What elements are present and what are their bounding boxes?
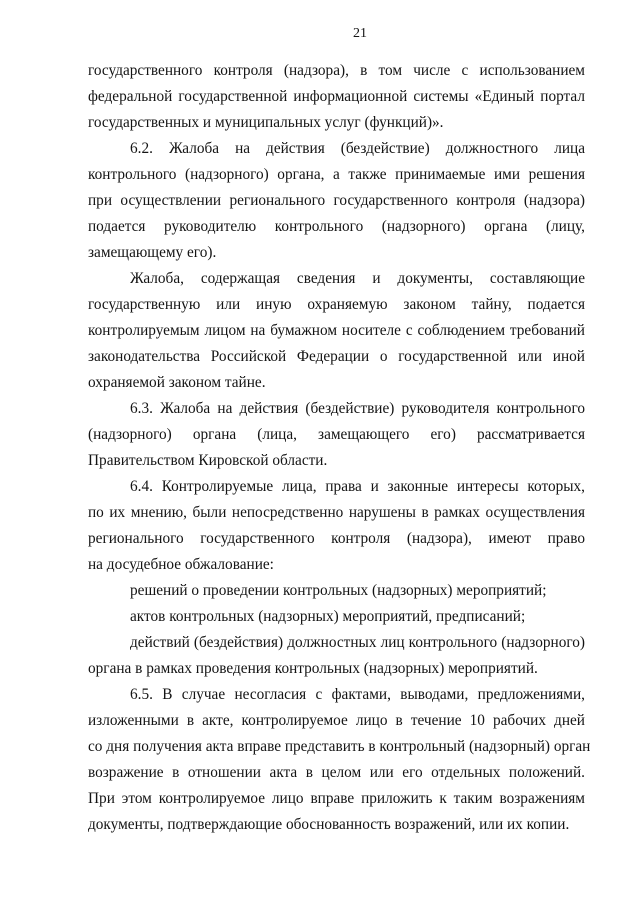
text-line: 6.4. Контролируемые лица, права и законные интересы которых, [130,478,585,495]
text-line: подается руководителю контрольного (надзорного) органа (лицу, [88,218,585,235]
text-line: 6.5. В случае несогласия с фактами, выводами, предложениями, [130,686,585,703]
text-line: При этом контролируемое лицо вправе приложить к таким возражениям [88,790,585,807]
text-line: со дня получения акта вправе представить в контрольный (надзорный) орган [88,738,591,755]
text-line: действий (бездействия) должностных лиц контрольного (надзорного) [130,634,585,651]
text-line: возражение в отношении акта в целом или его отдельных положений. [88,764,585,781]
text-line: государственного контроля (надзора), в том числе с использованием [88,62,585,79]
text-line: по их мнению, были непосредственно нарушены в рамках осуществления [88,504,585,521]
text-line: изложенными в акте, контролируемое лицо в течение 10 рабочих дней [88,712,585,729]
text-line: Правительством Кировской области. [88,452,328,469]
text-line: законодательства Российской Федерации о государственной или иной [88,348,585,365]
text-line: контрольного (надзорного) органа, а также принимаемые ими решения [88,166,585,183]
document-body [88,58,591,838]
page-number: 21 [353,26,367,41]
text-line: государственных и муниципальных услуг (функций)». [88,114,444,131]
text-line: документы, подтверждающие обоснованность возражений, или их копии. [88,816,570,833]
text-line: органа в рамках проведения контрольных (надзорных) мероприятий. [88,660,538,677]
text-line: при осуществлении регионального государственного контроля (надзора) [88,192,585,209]
text-line: на досудебное обжалование: [88,556,274,573]
text-line: решений о проведении контрольных (надзорных) мероприятий; [130,582,547,599]
text-line: (надзорного) органа (лица, замещающего его) рассматривается [88,426,585,443]
text-line: замещающему его). [88,244,217,261]
text-line: 6.2. Жалоба на действия (бездействие) должностного лица [130,140,585,157]
text-line: 6.3. Жалоба на действия (бездействие) руководителя контрольного [130,400,585,417]
text-line: Жалоба, содержащая сведения и документы, составляющие [130,270,585,287]
text-line: охраняемой законом тайне. [88,374,266,391]
text-line: актов контрольных (надзорных) мероприятий, предписаний; [130,608,526,625]
text-line: государственную или иную охраняемую законом тайну, подается [88,296,585,313]
text-line: федеральной государственной информационной системы «Единый портал [88,88,585,105]
text-line: контролируемым лицом на бумажном носителе с соблюдением требований [88,322,585,339]
text-line: регионального государственного контроля (надзора), имеют право [88,530,585,547]
